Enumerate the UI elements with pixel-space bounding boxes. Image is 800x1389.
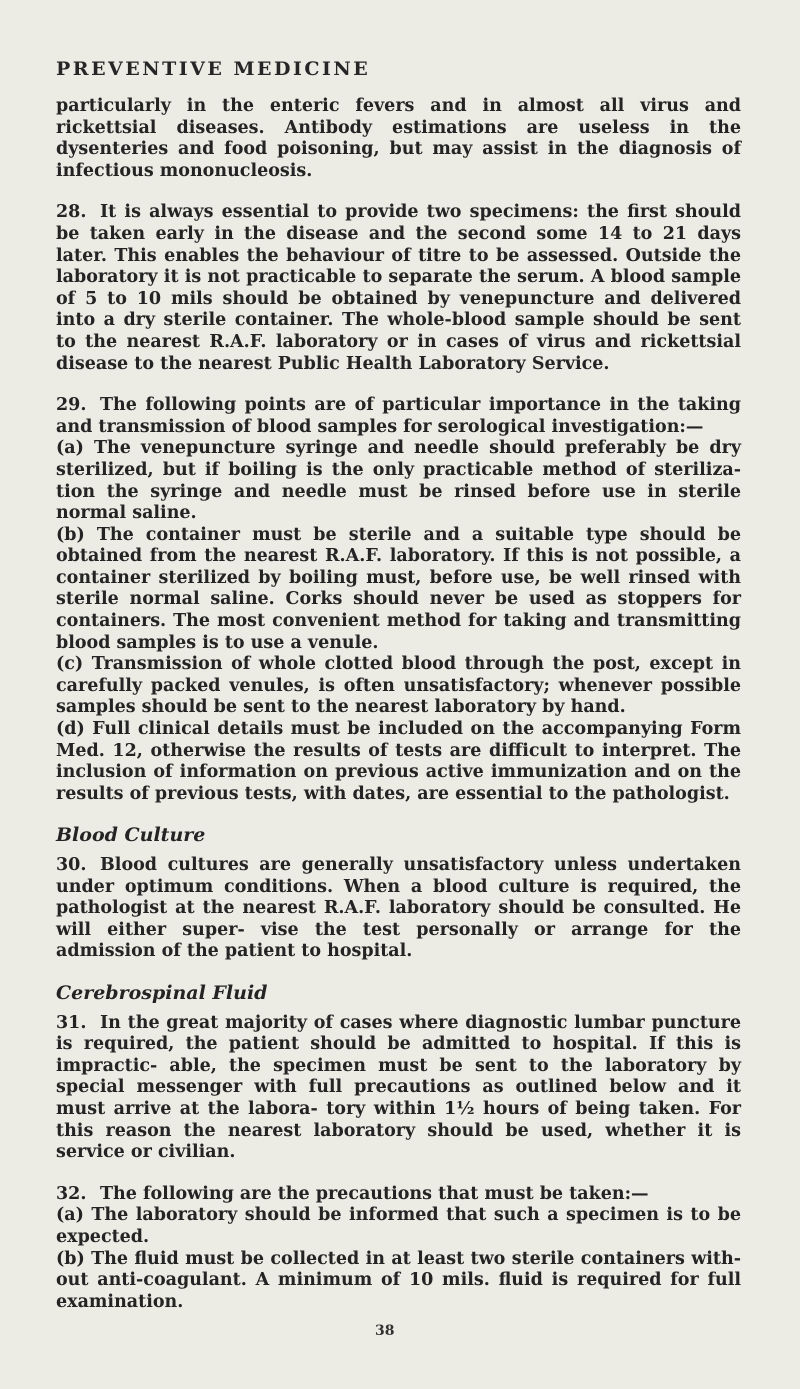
paragraph-text: It is always essential to provide two specimens: the first should be taken early in the disease and the second some 14 to 21 days later. This enables the behaviour of titre to be assessed. Outside the laboratory it is not practicable to separate the serum. A blood sample of 5 to 10 mils should be obtained by venepuncture and delivered into a dry sterile container. The whole-blood sample should be sent to the nearest R.A.F. laboratory or in cases of virus and rickettsial disease to the nearest Public Health Laboratory Service.	[56, 202, 741, 374]
paragraph-number: 31.	[56, 1012, 87, 1033]
intro-paragraph: particularly in the enteric fevers and in almost all virus and rickettsial diseases. Antibody estimations are useless in the dysenteries and food poisoning, but may assist in the diagnosis of infectious mononucleosis.	[56, 96, 741, 181]
paragraph-32	[56, 1184, 741, 1314]
paragraph-text: The following points are of particular importance in the taking and transmission of blood samples for serological investigation:—	[56, 395, 741, 437]
paragraph-number: 28.	[56, 202, 87, 223]
paragraph-30	[56, 855, 741, 963]
paragraph-31	[56, 1013, 741, 1164]
section-cerebrospinal-fluid	[56, 983, 741, 1164]
paragraph-text: In the great majority of cases where diagnostic lumbar puncture is required, the patient should be admitted to hospital. If this is impractic- able, the specimen must be sent to the laboratory by special messenger with full precautions as outlined below and it must arrive at the labora- tory within 1½ hours of being taken. For this reason the nearest laboratory should be used, whether it is service or civilian.	[56, 1012, 741, 1163]
subparagraph-d: (d) Full clinical details must be included on the accompanying Form Med. 12, otherwise the results of tests are difficult to interpret. The inclusion of information on previous active immunization and on the results of previous tests, with dates, are essential to the pathologist.	[56, 719, 741, 804]
paragraph-number: 30.	[56, 855, 87, 875]
paragraph-text: Blood cultures are generally unsatisfactory unless undertaken under optimum conditions. When a blood culture is required, the pathologist at the nearest R.A.F. laboratory should be consulted. He will either super- vise the test personally or arrange for the admission of the patient to hospital.	[56, 855, 741, 962]
paragraph-29	[56, 395, 741, 805]
paragraph-number: 29.	[56, 395, 87, 416]
subparagraph-b: (b) The container must be sterile and a suitable type should be obtained from the nearest R.A.F. laboratory. If this is not possible, a container sterilized by boiling must, before use, be well rinsed with sterile normal saline. Corks should never be used as stoppers for containers. The most convenient method for taking and transmitting blood samples is to use a venule.	[56, 524, 741, 653]
signature-mark: 38	[375, 1323, 395, 1339]
section-blood-culture	[56, 825, 741, 963]
paragraph-text: The following are the precautions that must be taken:—	[100, 1183, 649, 1204]
section-heading: Blood Culture	[56, 824, 206, 847]
section-heading: Cerebrospinal Fluid	[56, 981, 268, 1004]
running-title: PREVENTIVE MEDICINE	[56, 58, 371, 80]
subparagraph-a: (a) The laboratory should be informed that such a specimen is to be expected.	[56, 1205, 741, 1247]
paragraph-28	[56, 202, 741, 375]
subparagraph-b: (b) The fluid must be collected in at least two sterile containers with- out anti-coagulant. A minimum of 10 mils. fluid is required for full examination.	[56, 1248, 741, 1312]
subparagraph-c: (c) Transmission of whole clotted blood through the post, except in carefully packed venules, is often unsatisfactory; whenever possible samples should be sent to the nearest laboratory by hand.	[56, 654, 741, 718]
subparagraph-a: (a) The venepuncture syringe and needle should preferably be dry sterilized, but if boiling is the only practicable method of steriliza- tion the syringe and needle must be rinsed before use in sterile normal saline.	[56, 438, 741, 524]
paragraph-number: 32.	[56, 1183, 87, 1204]
body-text	[56, 96, 741, 1333]
